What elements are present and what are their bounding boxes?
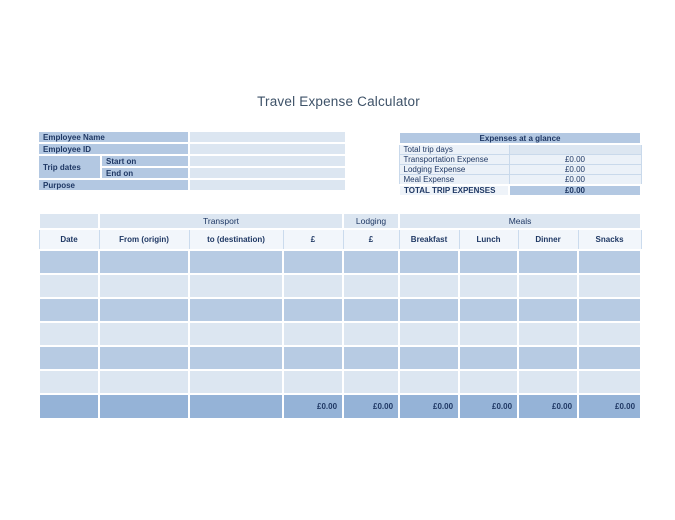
column-header-date: Date <box>39 229 99 250</box>
expense-cell[interactable] <box>578 298 641 322</box>
expense-cell[interactable] <box>343 322 399 346</box>
expense-cell[interactable] <box>39 274 99 298</box>
expense-cell[interactable] <box>459 250 518 274</box>
group-header-row <box>39 213 641 229</box>
column-header-snacks: Snacks <box>578 229 641 250</box>
expense-cell[interactable] <box>189 322 283 346</box>
trip-dates-label: Trip dates <box>38 155 101 179</box>
table-row <box>39 322 641 346</box>
expense-cell[interactable] <box>99 346 189 370</box>
expense-cell[interactable] <box>578 250 641 274</box>
lodging-expense-label: Lodging Expense <box>399 165 509 175</box>
expense-cell[interactable] <box>343 346 399 370</box>
start-on-value-cell[interactable] <box>189 155 346 167</box>
column-header-lunch: Lunch <box>459 229 518 250</box>
expense-cell[interactable] <box>343 274 399 298</box>
glance-row-meal <box>399 175 641 186</box>
employee-id-row <box>38 143 346 155</box>
expense-cell[interactable] <box>399 322 459 346</box>
expense-cell[interactable] <box>399 250 459 274</box>
page-title: Travel Expense Calculator <box>257 94 420 109</box>
expense-cell[interactable] <box>578 346 641 370</box>
start-on-label: Start on <box>101 155 189 167</box>
expense-cell[interactable] <box>343 370 399 394</box>
totals-lunch-cell: £0.00 <box>459 394 518 419</box>
expense-cell[interactable] <box>189 346 283 370</box>
transportation-expense-label: Transportation Expense <box>399 155 509 165</box>
purpose-label: Purpose <box>38 179 189 191</box>
employee-name-row <box>38 131 346 143</box>
totals-dinner-cell: £0.00 <box>518 394 578 419</box>
expense-cell[interactable] <box>578 322 641 346</box>
group-header-meals: Meals <box>399 213 641 229</box>
expense-cell[interactable] <box>399 274 459 298</box>
table-row <box>39 370 641 394</box>
employee-info-form <box>37 130 347 192</box>
table-row <box>39 250 641 274</box>
expense-cell[interactable] <box>39 250 99 274</box>
expense-cell[interactable] <box>518 298 578 322</box>
glance-header-row <box>399 132 641 144</box>
employee-id-label: Employee ID <box>38 143 189 155</box>
totals-date-cell <box>39 394 99 419</box>
total-trip-expenses-label: TOTAL TRIP EXPENSES <box>399 185 509 196</box>
column-header-transport-cost: £ <box>283 229 343 250</box>
glance-row-total-trip-days <box>399 144 641 155</box>
total-trip-days-label: Total trip days <box>399 144 509 155</box>
expense-cell[interactable] <box>189 250 283 274</box>
lodging-expense-value: £0.00 <box>509 165 641 175</box>
expense-cell[interactable] <box>459 370 518 394</box>
expense-cell[interactable] <box>459 322 518 346</box>
group-header-empty <box>39 213 99 229</box>
employee-name-value-cell[interactable] <box>189 131 346 143</box>
expense-cell[interactable] <box>283 370 343 394</box>
totals-row <box>39 394 641 419</box>
expense-cell[interactable] <box>39 370 99 394</box>
expense-cell[interactable] <box>459 298 518 322</box>
column-header-from-origin: From (origin) <box>99 229 189 250</box>
group-header-transport: Transport <box>99 213 343 229</box>
expense-cell[interactable] <box>518 322 578 346</box>
expense-cell[interactable] <box>39 346 99 370</box>
expense-cell[interactable] <box>459 274 518 298</box>
expense-cell[interactable] <box>99 370 189 394</box>
employee-id-value-cell[interactable] <box>189 143 346 155</box>
expense-cell[interactable] <box>283 250 343 274</box>
expense-cell[interactable] <box>283 322 343 346</box>
purpose-value-cell[interactable] <box>189 179 346 191</box>
totals-to-cell <box>189 394 283 419</box>
expense-cell[interactable] <box>283 274 343 298</box>
glance-title: Expenses at a glance <box>399 132 641 144</box>
expense-cell[interactable] <box>99 274 189 298</box>
totals-from-cell <box>99 394 189 419</box>
purpose-row <box>38 179 346 191</box>
end-on-value-cell[interactable] <box>189 167 346 179</box>
expense-table-body <box>39 250 641 394</box>
glance-row-lodging <box>399 165 641 175</box>
expense-cell[interactable] <box>399 298 459 322</box>
expense-cell[interactable] <box>518 250 578 274</box>
expense-cell[interactable] <box>399 370 459 394</box>
totals-transport-cell: £0.00 <box>283 394 343 419</box>
glance-total-row <box>399 185 641 196</box>
glance-row-transportation <box>399 155 641 165</box>
expense-cell[interactable] <box>399 346 459 370</box>
column-header-row <box>39 229 641 250</box>
total-trip-expenses-value: £0.00 <box>509 185 641 196</box>
expense-cell[interactable] <box>343 250 399 274</box>
expense-cell[interactable] <box>99 322 189 346</box>
expense-cell[interactable] <box>283 298 343 322</box>
column-header-lodging-cost: £ <box>343 229 399 250</box>
expense-cell[interactable] <box>343 298 399 322</box>
expense-table <box>38 212 642 420</box>
expense-cell[interactable] <box>518 370 578 394</box>
group-header-lodging: Lodging <box>343 213 399 229</box>
expense-cell[interactable] <box>99 298 189 322</box>
meal-expense-value: £0.00 <box>509 175 641 186</box>
table-row <box>39 346 641 370</box>
transportation-expense-value: £0.00 <box>509 155 641 165</box>
trip-start-row <box>38 155 346 167</box>
expense-cell[interactable] <box>39 298 99 322</box>
meal-expense-label: Meal Expense <box>399 175 509 186</box>
column-header-to-destination: to (destination) <box>189 229 283 250</box>
expense-cell[interactable] <box>518 346 578 370</box>
table-row <box>39 274 641 298</box>
expense-cell[interactable] <box>578 370 641 394</box>
totals-breakfast-cell: £0.00 <box>399 394 459 419</box>
totals-snacks-cell: £0.00 <box>578 394 641 419</box>
expense-cell[interactable] <box>283 346 343 370</box>
expense-cell[interactable] <box>189 298 283 322</box>
column-header-breakfast: Breakfast <box>399 229 459 250</box>
expense-cell[interactable] <box>518 274 578 298</box>
employee-name-label: Employee Name <box>38 131 189 143</box>
column-header-dinner: Dinner <box>518 229 578 250</box>
expense-cell[interactable] <box>578 274 641 298</box>
expense-cell[interactable] <box>189 370 283 394</box>
expense-cell[interactable] <box>39 322 99 346</box>
end-on-label: End on <box>101 167 189 179</box>
expense-cell[interactable] <box>189 274 283 298</box>
table-row <box>39 298 641 322</box>
expense-cell[interactable] <box>459 346 518 370</box>
totals-lodging-cell: £0.00 <box>343 394 399 419</box>
total-trip-days-value[interactable] <box>509 144 641 155</box>
expenses-at-a-glance <box>398 131 642 197</box>
expense-cell[interactable] <box>99 250 189 274</box>
